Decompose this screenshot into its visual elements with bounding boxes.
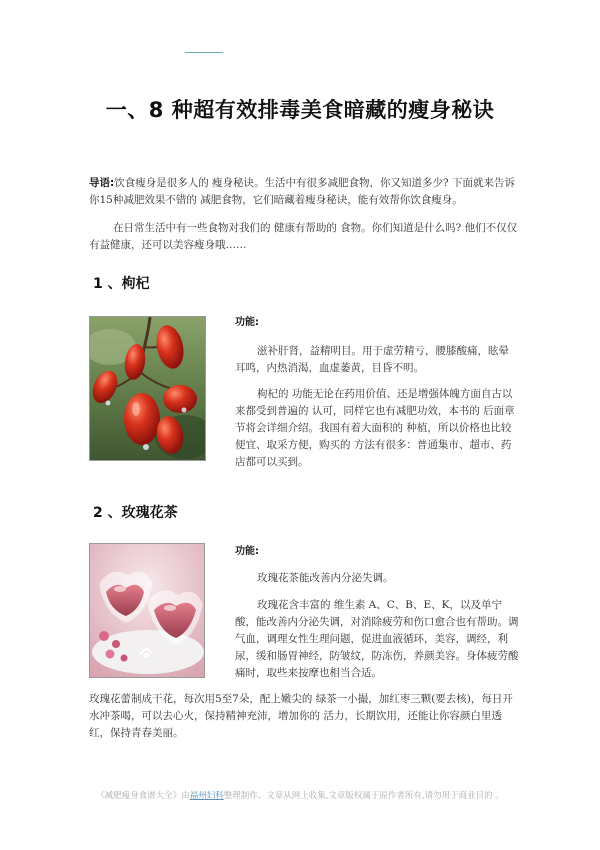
header-rule <box>185 52 223 53</box>
footer-text-before: 《减肥瘦身食谱大全》由 <box>96 791 190 801</box>
section-heading-goji: 1 、枸杞 <box>93 276 150 292</box>
footer-text-after: 整理制作。文章从网上收集,文章版权属于原作者所有,请勿用于商业目的 。 <box>223 791 504 801</box>
rose-tea-paragraph-2-text: 玫瑰花含丰富的 维生素 A、C、B、E、K，以及单宁酸，能改善内分泌失调，对消除疲劳和伤口愈合也有帮助。调气血，调理女性生理问题，促进血液循环，美容，调经，利尿，缓和肠胃神经，防皱纹，防冻伤，养颜美容。身体疲劳酸痛时，取些来按摩也相当合适。 <box>235 599 519 679</box>
rose-tea-paragraph-2 <box>235 597 519 682</box>
rose-tea-paragraph-1 <box>235 570 519 587</box>
intro-paragraph <box>89 175 519 209</box>
goji-function-label: 功能: <box>235 317 259 328</box>
section-heading-rose-tea: 2 、玫瑰花茶 <box>93 505 178 521</box>
goji-berry-illustration <box>90 317 206 461</box>
rose-tea-photo <box>89 543 205 678</box>
rose-tea-usage-paragraph: 玫瑰花蕾制成干花，每次用5至7朵，配上嫩尖的 绿茶一小撮，加红枣三颗(要去核)，每日开水冲茶喝，可以去心火，保持精神充沛，增加你的 活力，长期饮用，还能让你容颜白里透红，保持青春美丽。 <box>89 693 513 739</box>
rose-tea-illustration <box>90 544 205 678</box>
goji-paragraph-1 <box>235 343 519 377</box>
goji-paragraph-2-text: 枸杞的 功能无论在药用价值、还是增强体魄方面自古以来都受到普遍的 认可，同样它也有减肥功效，本书的 后面章节将会详细介绍。我国有着大面积的 种植，所以价格也比较便宜、取采方便，购买的 方法有很多：普通集市、超市、药店都可以买到。 <box>235 388 515 468</box>
goji-paragraph-2 <box>235 386 519 471</box>
rose-tea-paragraph-1-text: 玫瑰花茶能改善内分泌失调。 <box>257 572 394 584</box>
goji-berry-photo <box>89 316 206 461</box>
footer-link[interactable]: 福州妇科 <box>189 791 224 801</box>
rose-tea-function-label: 功能: <box>235 546 259 557</box>
page-footer <box>0 789 600 801</box>
goji-paragraph-1-text: 滋补肝肾，益精明目。用于虚劳精亏，腰膝酸痛，眩晕耳鸣，内热消渴，血虚萎黄，目昏不明。 <box>235 345 509 374</box>
intro-label: 导语: <box>89 177 115 189</box>
intro-paragraph-2: 在日常生活中有一些食物对我们的 健康有帮助的 食物。你们知道是什么吗? 他们不仅仅有益健康，还可以美容瘦身哦…… <box>89 222 518 251</box>
intro-text: 饮食瘦身是很多人的 瘦身秘诀。生活中有很多减肥食物，你又知道多少? 下面就来告诉你15种减肥效果不错的 减肥食物，它们暗藏着瘦身秘诀，能有效帮你饮食瘦身。 <box>89 177 516 206</box>
page-title: 一、8 种超有效排毒美食暗藏的瘦身秘诀 <box>105 98 495 122</box>
